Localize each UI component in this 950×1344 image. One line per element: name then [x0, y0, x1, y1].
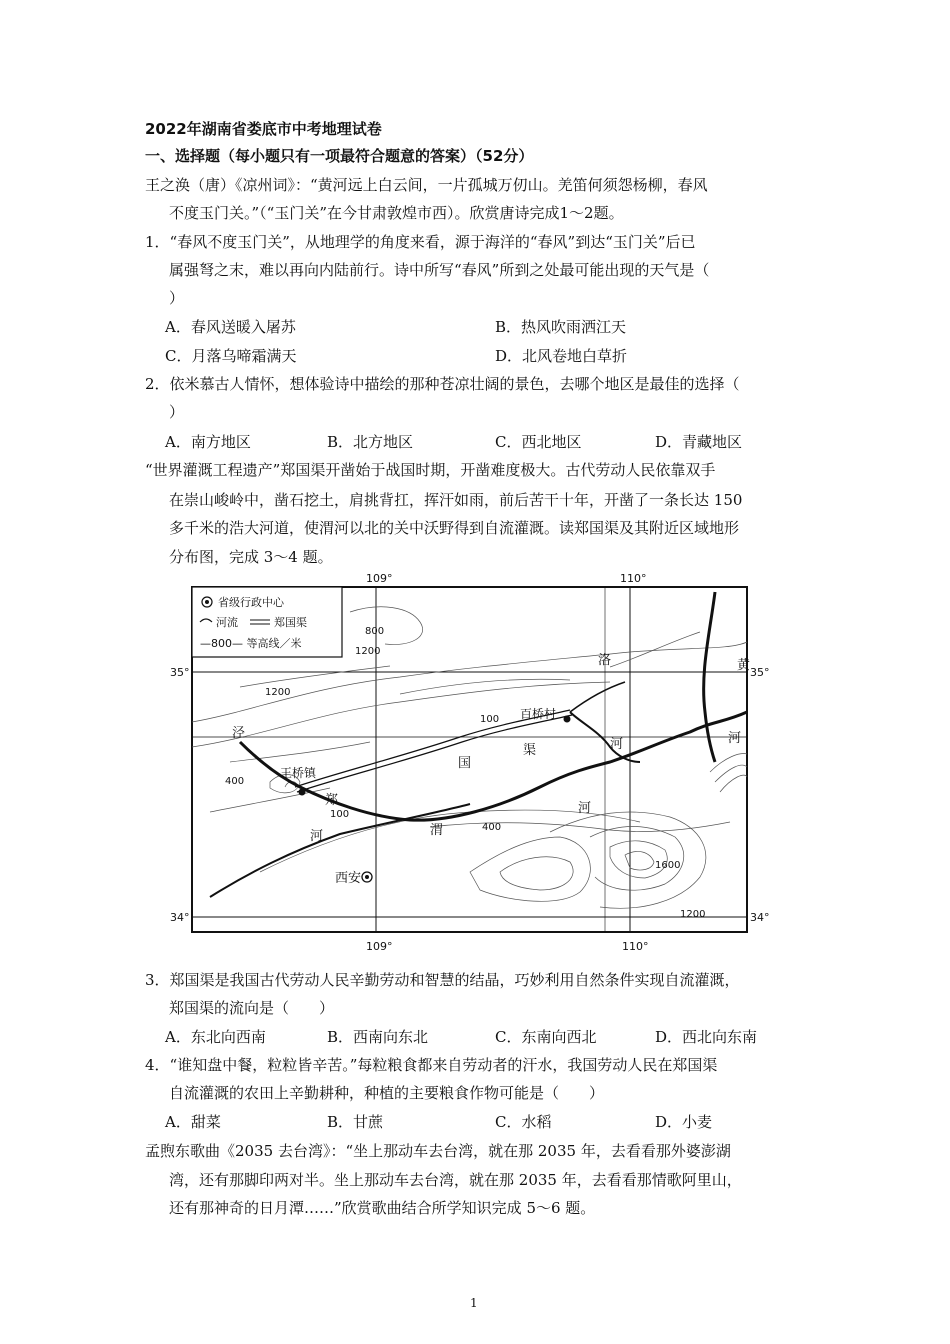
char-guo: 国: [458, 756, 472, 771]
q2-option-c[interactable]: C．西北地区: [495, 433, 582, 451]
contour-label-1600: 1600: [655, 860, 681, 871]
lat-label-35-right: 35°: [750, 666, 770, 679]
q4-option-c[interactable]: C．水稻: [495, 1113, 552, 1131]
char-jing: 泾: [232, 726, 246, 741]
q2-option-d[interactable]: D．青藏地区: [655, 433, 743, 451]
char-he-2: 河: [578, 801, 592, 816]
q4-line1: 4．“谁知盘中餐，粒粒皆辛苦。”每粒粮食都来自劳动者的汗水，我国劳动人民在郑国渠: [145, 1056, 718, 1074]
intro2-line3: 多千米的浩大河道，使渭河以北的关中沃野得到自流灌溉。读郑国渠及其附近区域地形: [169, 519, 740, 537]
intro1-line2: 不度玉门关。”（“玉门关”在今甘肃敦煌市西）。欣赏唐诗完成1～2题。: [169, 204, 624, 222]
q3-line2: 郑国渠的流向是（ ）: [169, 999, 335, 1017]
intro2-line1: “世界灌溉工程遗产”郑国渠开凿始于战国时期，开凿难度极大。古代劳动人民依靠双手: [145, 461, 716, 479]
city-xian: 西安: [335, 871, 362, 886]
char-huang: 黄: [737, 658, 751, 673]
intro2-line2: 在崇山峻岭中，凿石挖土，肩挑背扛，挥汗如雨，前后苦干十年，开凿了一条长达 150: [169, 491, 743, 509]
exam-title: 2022年湖南省娄底市中考地理试卷: [145, 120, 382, 138]
yellow-river: [704, 592, 715, 762]
q2-option-a[interactable]: A．南方地区: [165, 433, 251, 451]
intro3-line1: 孟煦东歌曲《2035 去台湾》：“坐上那动车去台湾，就在那 2035 年，去看看那外婆澎湖: [145, 1142, 731, 1160]
q1-line2: 属强弩之末，难以再向内陆前行。诗中所写“春风”所到之处最可能出现的天气是（: [169, 261, 710, 279]
legend-canal: 郑国渠: [274, 616, 307, 629]
contour-label-1200-b: 1200: [265, 687, 291, 698]
lon-label-110: 110°: [620, 572, 647, 585]
q1-option-b[interactable]: B．热风吹雨洒江天: [495, 318, 627, 336]
q4-option-a[interactable]: A．甜菜: [165, 1113, 221, 1131]
contour-label-1200-a: 1200: [355, 646, 381, 657]
q3-option-d[interactable]: D．西北向东南: [655, 1028, 758, 1046]
legend-capital: 省级行政中心: [218, 596, 284, 609]
section-heading: 一、选择题（每小题只有一项最符合题意的答案）（52分）: [145, 147, 534, 165]
char-qu: 渠: [523, 743, 537, 758]
lat-label-34-right: 34°: [750, 911, 770, 924]
map-legend: [192, 587, 342, 657]
char-he-3: 河: [610, 737, 624, 752]
town-dieqiao: 百桥村: [520, 707, 557, 721]
dieqiao-dot: [564, 716, 571, 723]
intro3-line2: 湾，还有那脚印两对半。坐上那动车去台湾，就在那 2035 年，去看看那情歌阿里山，: [169, 1171, 742, 1189]
q4-option-d[interactable]: D．小麦: [655, 1113, 713, 1131]
char-zheng: 郑: [325, 793, 339, 808]
contour-label-100-b: 100: [480, 714, 500, 725]
wei-river: [240, 712, 747, 820]
q3-line1: 3．郑国渠是我国古代劳动人民辛勤劳动和智慧的结晶，巧妙利用自然条件实现自流灌溉，: [145, 971, 740, 989]
q4-line2: 自流灌溉的农田上辛勤耕种，种植的主要粮食作物可能是（ ）: [169, 1084, 605, 1102]
contour-label-100-a: 100: [330, 809, 350, 820]
legend-river: 河流: [216, 616, 238, 629]
intro1-line1: 王之涣（唐）《凉州词》：“黄河远上白云间，一片孤城万仞山。羌笛何须怨杨柳，春风: [145, 176, 708, 194]
intro3-line3: 还有那神奇的日月潭……”欣赏歌曲结合所学知识完成 5～6 题。: [169, 1199, 596, 1217]
q1-line1: 1．“春风不度玉门关”，从地理学的角度来看，源于海洋的“春风”到达“玉门关”后已: [145, 233, 696, 251]
q3-option-a[interactable]: A．东北向西南: [165, 1028, 266, 1046]
page-number: 1: [470, 1296, 478, 1310]
q3-option-b[interactable]: B．西南向东北: [327, 1028, 429, 1046]
luo-upper: [570, 682, 625, 712]
q1-option-c[interactable]: C．月落乌啼霜满天: [165, 347, 297, 365]
char-luo: 洛: [598, 653, 612, 668]
contour-label-800: 800: [365, 626, 385, 637]
contour-label-400-a: 400: [225, 776, 245, 787]
lon-label-110-bottom: 110°: [622, 940, 649, 953]
legend-contour: —800— 等高线／米: [200, 637, 302, 650]
q1-line3: ）: [169, 289, 185, 307]
char-he-1: 河: [310, 829, 324, 844]
town-wangqiao: 王桥镇: [280, 766, 317, 780]
q1-option-d[interactable]: D．北风卷地白草折: [495, 347, 628, 365]
lon-label-109-bottom: 109°: [366, 940, 393, 953]
q2-line1: 2．依米慕古人情怀，想体验诗中描绘的那种苍凉壮阔的景色，去哪个地区是最佳的选择（: [145, 375, 740, 393]
q3-option-c[interactable]: C．东南向西北: [495, 1028, 597, 1046]
char-he-4: 河: [728, 731, 742, 746]
char-wei: 渭: [430, 823, 444, 838]
contour-label-1200-c: 1200: [680, 909, 706, 920]
q1-option-a[interactable]: A．春风送暖入屠苏: [165, 318, 296, 336]
q2-line2: ）: [169, 403, 185, 421]
lon-label-109: 109°: [366, 572, 393, 585]
intro2-line4: 分布图，完成 3～4 题。: [169, 548, 333, 566]
contour-label-400-b: 400: [482, 822, 502, 833]
q4-option-b[interactable]: B．甘蔗: [327, 1113, 384, 1131]
wangqiao-dot: [299, 789, 306, 796]
q2-option-b[interactable]: B．北方地区: [327, 433, 414, 451]
lat-label-35: 35°: [170, 666, 190, 679]
zhengguo-canal-topographic-map: [170, 572, 770, 954]
lat-label-34: 34°: [170, 911, 190, 924]
